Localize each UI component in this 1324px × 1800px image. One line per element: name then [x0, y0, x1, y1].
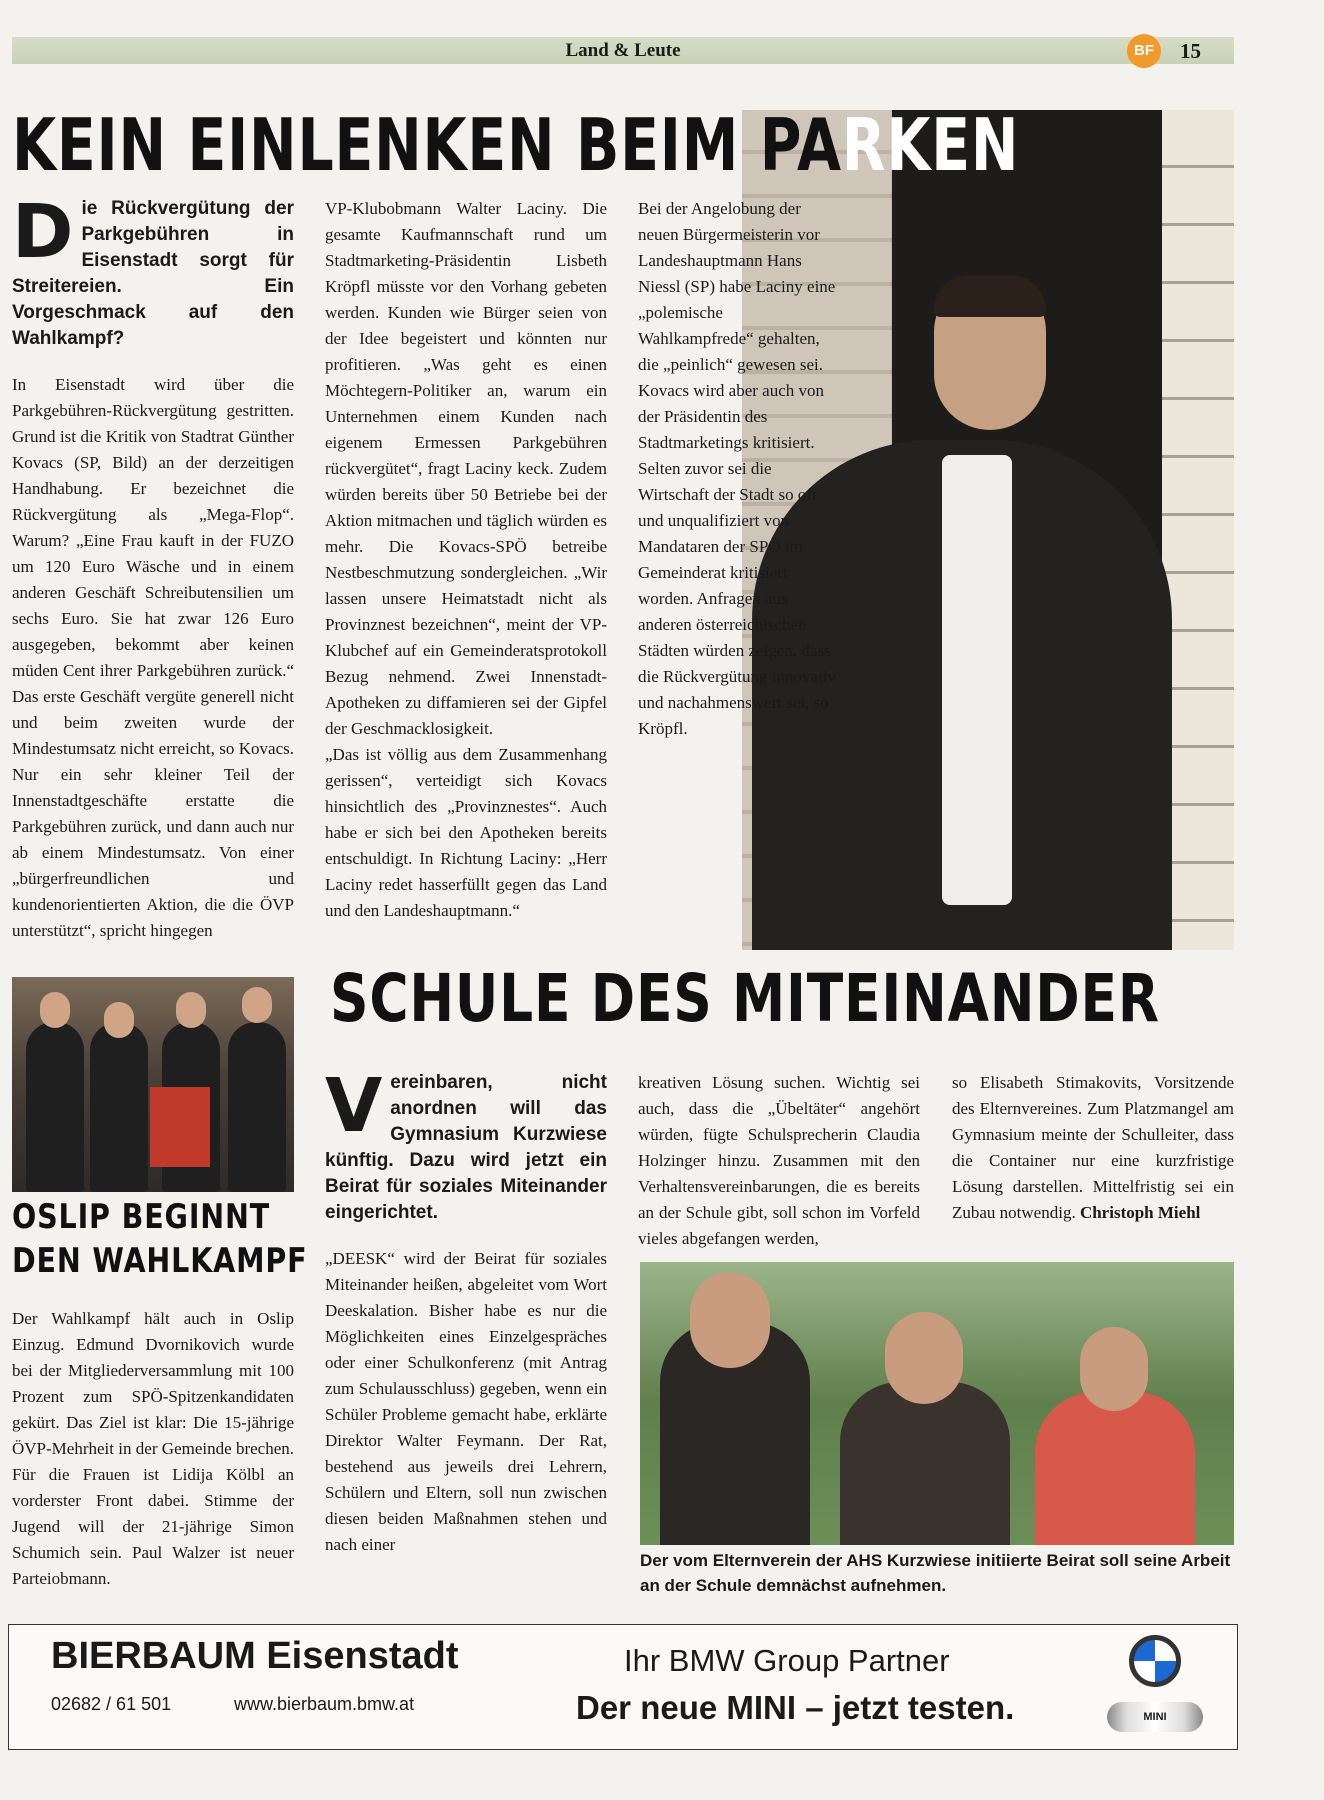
person	[840, 1382, 1010, 1545]
drop-cap: V	[325, 1063, 383, 1149]
headline-parken-light: RKEN	[841, 103, 1020, 187]
article1-lead: Die Rückvergütung der Parkgebühren in Eisenstadt sorgt für Streitereien. Ein Vorgeschmack auf den Wahlkampf?	[12, 189, 294, 349]
person-face	[1080, 1327, 1148, 1411]
headline-oslip-1: OSLIP BEGINNT	[12, 1197, 271, 1237]
headline-schule: SCHULE DES MITEINANDER	[330, 960, 1160, 1037]
article3-column-2	[638, 1070, 920, 1252]
person-face	[690, 1272, 770, 1368]
bmw-logo-icon	[1129, 1635, 1181, 1687]
person	[90, 1022, 148, 1192]
ad-dealer-name: BIERBAUM Eisenstadt	[51, 1635, 459, 1677]
article3-column-1	[325, 1063, 607, 1558]
article1-column-3	[638, 196, 838, 742]
drop-cap: D	[12, 189, 74, 275]
ad-phone: 02682 / 61 501	[51, 1694, 172, 1714]
article3-body-3: so Elisabeth Stimakovits, Vorsitzende des Elternvereines. Zum Platzmangel am Gymnasium meinte der Schulleiter, dass die Container nur eine kurzfristige Lösung darstellen. Mittelfristig sei ein Zubau notwendig. Christoph Miehl	[952, 1073, 1234, 1222]
person-face	[885, 1312, 963, 1404]
article3-column-3	[952, 1070, 1234, 1226]
article1-column-2	[325, 196, 607, 924]
ad-slogan: Der neue MINI – jetzt testen.	[576, 1689, 1015, 1726]
ad-partner-text: Ihr BMW Group Partner	[624, 1643, 950, 1678]
person-face	[104, 1002, 134, 1038]
man-hair	[934, 275, 1046, 317]
headline-oslip-2: DEN WAHLKAMPF	[12, 1241, 308, 1281]
article3-lead: Vereinbaren, nicht anordnen will das Gymnasium Kurzwiese künftig. Dazu wird jetzt ein Beirat für soziales Miteinander eingerichtet.	[325, 1063, 607, 1223]
bf-logo-icon: BF	[1127, 34, 1161, 68]
article1-body-2b: „Das ist völlig aus dem Zusammenhang gerissen“, verteidigt sich Kovacs hinsichtlich des „Provinznestes“. Auch habe er sich bei den Apotheken bereits entschuldigt. In Richtung Laciny: „Herr Laciny redet hasserfüllt gegen das Land und den Landeshauptmann.“	[325, 745, 607, 920]
man-shirt	[942, 455, 1012, 905]
person	[26, 1022, 84, 1192]
article3-body-2: kreativen Lösung suchen. Wichtig sei auch, dass die „Übeltäter“ angehört würden, fügte Schulsprecherin Claudia Holzinger hinzu. Zusammen mit den Verhaltensvereinbarungen, die es bereits an der Schule gibt, soll schon im Vorfeld vieles abgefangen werden,	[638, 1073, 920, 1248]
section-title: Land & Leute	[565, 40, 681, 61]
oslip-group-photo	[12, 977, 294, 1192]
article1-body-3: Bei der Angelobung der neuen Bürgermeisterin vor Landeshauptmann Hans Niessl (SP) habe Laciny eine „polemische Wahlkampfrede“ gehalten, die „peinlich“ gewesen sei. Kovacs wird aber auch von der Präsidentin des Stadtmarketings kritisiert. Selten zuvor sei die Wirtschaft der Stadt so oft und unqualifiziert von Mandataren der SPÖ im Gemeinderat kritisiert worden. Anfragen aus anderen österreichischen Städten würden zeigen, dass die Rückvergütung innovativ und nachahmenswert sei, so Kröpfl.	[638, 199, 836, 738]
header-bar	[12, 37, 1234, 64]
author-signature: Christoph Miehl	[1079, 1203, 1201, 1222]
headline-parken	[12, 103, 1019, 187]
person-face	[40, 992, 70, 1028]
school-group-photo	[640, 1262, 1234, 1545]
article2-body: Der Wahlkampf hält auch in Oslip Einzug. Edmund Dvornikovich wurde bei der Mitgliederversammlung mit 100 Prozent zum SPÖ-Spitzenkandidaten gekürt. Das Ziel ist klar: Die 15-jährige ÖVP-Mehrheit in der Gemeinde brechen. Für die Frauen ist Lidija Kölbl an vorderster Front dabei. Stimme der Jugend will der 21-jährige Simon Schumich sein. Paul Walzer ist neuer Parteiobmann.	[12, 1309, 294, 1588]
person-face	[242, 987, 272, 1023]
red-folder	[150, 1087, 210, 1167]
bmw-advertisement	[8, 1624, 1238, 1750]
mini-logo-icon: MINI	[1107, 1702, 1203, 1732]
article1-body-2: VP-Klubobmann Walter Laciny. Die gesamte Kaufmannschaft rund um Stadtmarketing-Präsidentin Lisbeth Kröpfl müsste vor den Vorhang gebeten werden. Kunden wie Bürger seien von der Idee begeistert und könnten nur profitieren. „Was geht es einen Möchtegern-Politiker an, warum ein Unternehmen einem Kunden nach eigenem Ermessen Parkgebühren rückvergütet“, fragt Laciny keck. Zudem würden bereits über 50 Betriebe bei der Aktion mitmachen und täglich würden es mehr. Die Kovacs-SPÖ betreibe Nestbeschmutzung sondergleichen. „Wir lassen unsere Heimatstadt nicht als Provinznest bezeichnen“, meint der VP-Klubchef auf ein Gemeinderatsprotokoll Bezug nehmend. Zwei Innenstadt-Apotheken zu diffamieren sei der Gipfel der Geschmacklosigkeit.	[325, 199, 607, 738]
article2-column	[12, 1306, 294, 1592]
headline-parken-dark: KEIN EINLENKEN BEIM PA	[12, 103, 842, 187]
person	[228, 1022, 286, 1192]
building-wall	[1162, 110, 1234, 950]
article3-body-1: „DEESK“ wird der Beirat für soziales Miteinander heißen, abgeleitet vom Wort Deeskalation. Bisher habe es nur die Möglichkeiten eines Einzelgespräches oder einer Schulkonferenz (mit Antrag zum Schulausschluss) gegeben, wenn ein Schüler Probleme gemacht habe, erklärte Direktor Walter Feymann. Der Rat, bestehend aus jeweils drei Lehrern, Schülern und Eltern, soll nun zwischen diesen beiden Maßnahmen stehen und nach einer	[325, 1249, 607, 1554]
person-face	[176, 992, 206, 1028]
ad-url: www.bierbaum.bmw.at	[234, 1694, 415, 1714]
page-number: 15	[1180, 39, 1201, 63]
photo-caption: Der vom Elternverein der AHS Kurzwiese initiierte Beirat soll seine Arbeit an der Schule demnächst aufnehmen.	[640, 1551, 1231, 1595]
article1-column-1	[12, 189, 294, 944]
person	[1035, 1392, 1195, 1545]
article1-body-1: In Eisenstadt wird über die Parkgebühren-Rückvergütung gestritten. Grund ist die Kritik von Stadtrat Günther Kovacs (SP, Bild) an der derzeitigen Handhabung. Er bezeichnet die Rückvergütung als „Mega-Flop“. Warum? „Eine Frau kauft in der FUZO um 120 Euro Wäsche und in einem anderen Geschäft Schreibutensilien um sechs Euro. Sie hat zwar 126 Euro ausgegeben, bekommt aber keinen müden Cent ihrer Parkgebühren zurück.“ Das erste Geschäft vergüte generell nicht und beim zweiten wurde der Mindestumsatz nicht erreicht, so Kovacs. Nur ein sehr kleiner Teil der Innenstadtgeschäfte erstatte die Parkgebühren zurück, und dann auch nur ab einem Mindestumsatz. Von einer „bürgerfreundlichen und kundenorientierten Aktion, die die ÖVP unterstützt“, spricht hingegen	[12, 375, 294, 940]
